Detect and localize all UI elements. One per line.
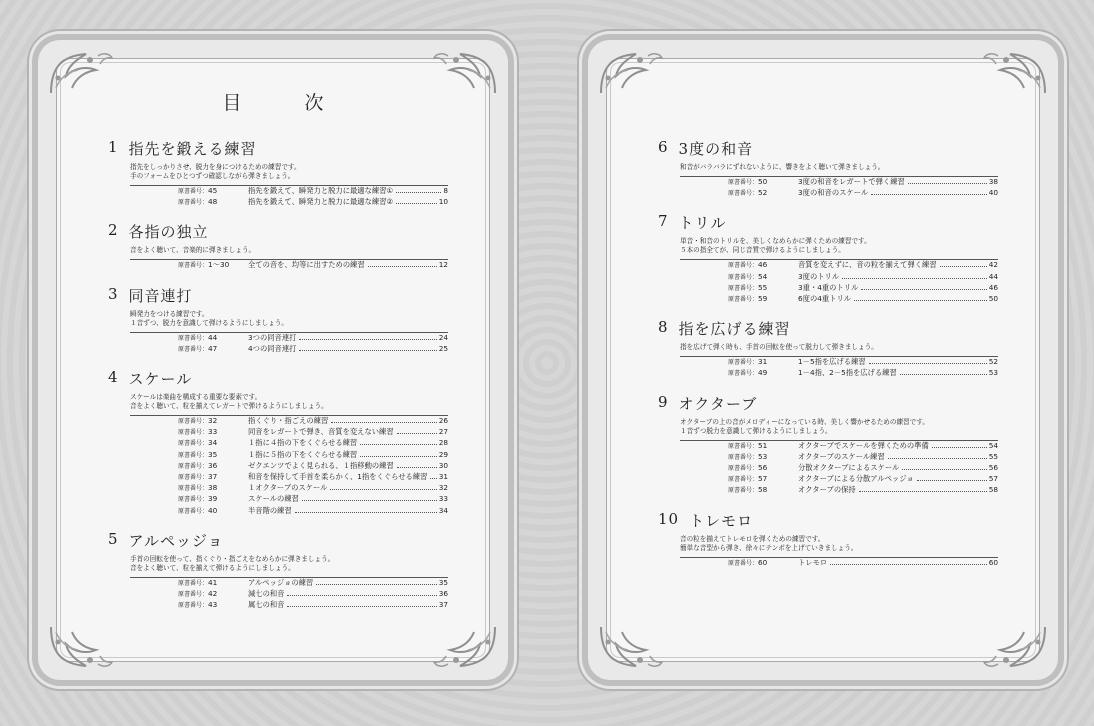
section-heading bbox=[658, 138, 998, 159]
entry-leader-dots bbox=[842, 278, 987, 279]
entry-page-number: 40 bbox=[988, 188, 998, 198]
entry-code-label: 原書番号： bbox=[178, 262, 209, 270]
section-title: トリル bbox=[678, 214, 727, 233]
section-title: トレモロ bbox=[689, 511, 754, 530]
section-heading bbox=[108, 138, 448, 159]
entry-leader-dots bbox=[360, 444, 436, 445]
entry-code-number: 35 bbox=[208, 449, 218, 459]
entry-leader-dots bbox=[908, 183, 987, 184]
section-title: スケール bbox=[128, 370, 193, 389]
toc-entry[interactable] bbox=[178, 483, 448, 494]
entry-title: 指先を鍛えて、瞬発力と脱力に最適な練習② bbox=[248, 197, 394, 207]
entry-page-number: 58 bbox=[988, 485, 998, 495]
entry-code bbox=[178, 506, 248, 517]
page-title: 目 次 bbox=[222, 92, 346, 114]
toc-entry[interactable] bbox=[178, 197, 448, 208]
entry-code bbox=[728, 357, 798, 368]
entry-code bbox=[728, 260, 798, 271]
entry-code-number: 58 bbox=[758, 485, 768, 495]
toc-entry[interactable] bbox=[178, 494, 448, 505]
section-title: 同音連打 bbox=[128, 286, 193, 305]
entry-leader-dots bbox=[859, 491, 987, 492]
entry-code-label: 原書番号： bbox=[728, 179, 759, 186]
entry-code-number: 49 bbox=[758, 368, 768, 378]
entry-page-number: 50 bbox=[988, 294, 998, 304]
entry-code-label: 原書番号： bbox=[178, 485, 209, 493]
entry-leader-dots bbox=[888, 458, 987, 459]
entry-code bbox=[728, 294, 798, 305]
toc-entry[interactable] bbox=[178, 461, 448, 472]
section-number: 8 bbox=[658, 318, 669, 337]
entry-title: 分散オクターブによるスケール bbox=[798, 463, 900, 473]
entry-title: 3度の和音をレガートで弾く練習 bbox=[798, 177, 905, 186]
entry-leader-dots bbox=[869, 363, 987, 364]
entry-title: 音質を変えずに、音の粒を揃えて弾く練習 bbox=[798, 260, 937, 270]
entry-code-label: 原書番号： bbox=[178, 345, 209, 353]
entry-page-number: 10 bbox=[438, 197, 448, 207]
toc-entry[interactable] bbox=[728, 260, 998, 271]
entry-title: アルペッジョの練習 bbox=[248, 577, 314, 587]
entry-page-number: 37 bbox=[438, 600, 448, 610]
entry-title: 3度の和音のスケール bbox=[798, 188, 869, 198]
entry-leader-dots bbox=[302, 500, 437, 501]
section-number: 7 bbox=[658, 212, 669, 231]
toc-entry[interactable] bbox=[728, 177, 998, 188]
toc-entry[interactable] bbox=[178, 438, 448, 449]
toc-entry[interactable] bbox=[728, 474, 998, 485]
toc-entry[interactable] bbox=[728, 283, 998, 294]
entry-leader-dots bbox=[397, 467, 437, 468]
entry-code-label: 原書番号： bbox=[178, 474, 209, 482]
entry-page-number: 32 bbox=[438, 483, 448, 493]
entry-page-number: 46 bbox=[988, 282, 998, 292]
entry-code bbox=[728, 485, 798, 496]
section-heading bbox=[108, 530, 448, 551]
entry-leader-dots bbox=[360, 456, 436, 457]
section-title: 指先を鍛える練習 bbox=[128, 140, 257, 158]
entry-code-number: 46 bbox=[758, 260, 768, 270]
entry-code-label: 原書番号： bbox=[728, 442, 759, 450]
section-description: スケールは楽曲を構成する重要な要素です。 音をよく聴いて、粒を揃えてレガートで弾けるようにしましょう。 bbox=[130, 393, 328, 411]
entry-code bbox=[178, 344, 248, 355]
entry-code bbox=[178, 197, 248, 208]
entry-title: 属七の和音 bbox=[248, 600, 285, 610]
toc-section bbox=[108, 368, 448, 517]
entry-title: １指に５指の下をくぐらせる練習 bbox=[248, 449, 358, 459]
entry-code-number: 59 bbox=[758, 294, 768, 304]
section-description: 瞬発力をつける練習です。 １音ずつ、脱力を意識して弾けるようにしましょう。 bbox=[130, 309, 288, 327]
toc-entry[interactable] bbox=[728, 441, 998, 452]
section-title: 各指の独立 bbox=[128, 223, 209, 242]
section-number: 3 bbox=[108, 284, 119, 303]
toc-entry[interactable] bbox=[728, 463, 998, 474]
entry-code-number: 51 bbox=[758, 440, 768, 450]
entry-page-number: 27 bbox=[438, 427, 448, 437]
entry-title: 1－5指を広げる練習 bbox=[798, 357, 866, 367]
toc-entry[interactable] bbox=[728, 368, 998, 379]
entry-page-number: 56 bbox=[988, 463, 998, 473]
entry-page-number: 44 bbox=[988, 271, 998, 281]
entry-code bbox=[728, 463, 798, 474]
entry-leader-dots bbox=[287, 595, 436, 596]
entry-title: １指に４指の下をくぐらせる練習 bbox=[248, 438, 358, 448]
entry-code-label: 原書番号： bbox=[728, 262, 759, 270]
section-title: 指を広げる練習 bbox=[678, 320, 791, 339]
entry-title: 6度の4重トリル bbox=[798, 294, 852, 304]
toc-entry[interactable] bbox=[728, 357, 998, 368]
toc-entry[interactable] bbox=[178, 506, 448, 517]
entry-leader-dots bbox=[295, 512, 437, 513]
entry-code bbox=[728, 177, 798, 188]
entry-code bbox=[178, 589, 248, 600]
toc-section bbox=[658, 138, 998, 199]
entry-code-label: 原書番号： bbox=[178, 188, 209, 195]
entry-leader-dots bbox=[299, 339, 436, 340]
entry-page-number: 36 bbox=[438, 589, 448, 599]
entry-code bbox=[178, 416, 248, 427]
entry-title: 指くぐり・指ごえの練習 bbox=[248, 416, 329, 426]
entry-code bbox=[728, 441, 798, 452]
entry-code-label: 原書番号： bbox=[728, 476, 759, 484]
entry-code-label: 原書番号： bbox=[178, 591, 209, 599]
entry-code-number: 43 bbox=[208, 600, 218, 610]
entry-code-label: 原書番号： bbox=[178, 507, 209, 515]
entry-code bbox=[728, 188, 798, 199]
entry-code-number: 31 bbox=[758, 357, 768, 367]
toc-section bbox=[108, 285, 448, 355]
section-title: 3度の和音 bbox=[678, 140, 754, 158]
entry-code-label: 原書番号： bbox=[178, 451, 209, 459]
entry-code bbox=[178, 260, 248, 271]
section-heading bbox=[108, 285, 448, 306]
section-heading bbox=[108, 221, 448, 242]
toc-entry[interactable] bbox=[178, 186, 448, 197]
entry-code bbox=[178, 186, 248, 197]
section-number: 6 bbox=[658, 138, 669, 156]
section-heading bbox=[658, 393, 998, 414]
entry-code-number: 42 bbox=[208, 589, 218, 599]
entry-code-label: 原書番号： bbox=[178, 418, 209, 426]
section-number: 4 bbox=[108, 368, 119, 387]
section-description: 和音がバラバラにずれないように、響きをよく聴いて弾きましょう。 bbox=[680, 163, 885, 171]
entry-code-number: 47 bbox=[208, 343, 218, 353]
entry-code-number: 39 bbox=[208, 494, 218, 504]
entry-page-number: 25 bbox=[438, 343, 448, 353]
ornament-corner-icon bbox=[980, 48, 1050, 98]
toc-entry[interactable] bbox=[178, 333, 448, 344]
entry-page-number: 26 bbox=[438, 416, 448, 426]
entry-title: オクターブによる分散アルペッジョ bbox=[798, 474, 914, 484]
section-description: 指を広げて弾く時も、手首の回転を使って脱力して弾きましょう。 bbox=[680, 343, 878, 352]
toc-entry[interactable] bbox=[178, 344, 448, 355]
toc-entry[interactable] bbox=[728, 188, 998, 199]
entry-code bbox=[178, 578, 248, 589]
entry-leader-dots bbox=[871, 194, 987, 195]
entry-code bbox=[178, 333, 248, 344]
entry-code-label: 原書番号： bbox=[728, 465, 759, 473]
entry-title: 3つの同音連打 bbox=[248, 332, 297, 342]
entry-code-label: 原書番号： bbox=[728, 284, 759, 292]
entry-leader-dots bbox=[396, 192, 441, 193]
entry-code bbox=[178, 600, 248, 611]
entry-title: 和音を保持して手首を柔らかく、1指をくぐらせる練習 bbox=[248, 472, 428, 482]
entry-code-label: 原書番号： bbox=[178, 496, 209, 504]
entry-page-number: 31 bbox=[438, 472, 448, 482]
toc-section bbox=[108, 221, 448, 271]
entry-leader-dots bbox=[861, 289, 986, 290]
section-heading bbox=[108, 368, 448, 389]
entry-code-number: 60 bbox=[758, 557, 768, 567]
entry-code-number: 56 bbox=[758, 463, 768, 473]
section-description: 音の粒を揃えてトレモロを弾くための練習です。 簡単な音型から弾き、徐々にテンポを上げていきましょう。 bbox=[680, 534, 858, 552]
entry-title: 4つの同音連打 bbox=[248, 343, 297, 353]
entry-leader-dots bbox=[917, 480, 987, 481]
entry-code-number: 55 bbox=[758, 282, 768, 292]
entry-page-number: 33 bbox=[438, 494, 448, 504]
entry-code-label: 原書番号： bbox=[178, 199, 209, 207]
toc-entry[interactable] bbox=[728, 558, 998, 569]
toc-left-column bbox=[108, 138, 448, 624]
entry-leader-dots bbox=[316, 584, 436, 585]
entry-title: 全ての音を、均等に出すための練習 bbox=[248, 260, 365, 270]
entry-title: 指先を鍛えて、瞬発力と脱力に最適な練習① bbox=[248, 186, 394, 195]
entry-title: １オクターブのスケール bbox=[248, 483, 328, 493]
section-number: 9 bbox=[658, 392, 669, 411]
entry-page-number: 24 bbox=[438, 332, 448, 342]
entry-title: 半音階の練習 bbox=[248, 505, 292, 515]
toc-entry[interactable] bbox=[178, 450, 448, 461]
entry-code-number: 54 bbox=[758, 271, 768, 281]
entry-code-label: 原書番号： bbox=[728, 273, 759, 281]
entry-code-number: 50 bbox=[758, 177, 768, 186]
entry-page-number: 52 bbox=[988, 357, 998, 367]
entry-code-label: 原書番号： bbox=[728, 487, 759, 495]
entry-code-number: 44 bbox=[208, 332, 218, 342]
ornament-corner-icon bbox=[596, 622, 666, 672]
toc-right-column bbox=[658, 138, 998, 582]
entry-title: オクターブの保持 bbox=[798, 485, 856, 495]
entry-leader-dots bbox=[397, 433, 437, 434]
section-heading bbox=[658, 510, 998, 531]
entry-code-label: 原書番号： bbox=[178, 602, 209, 610]
entry-code-number: 45 bbox=[208, 186, 218, 195]
entry-code-number: 34 bbox=[208, 438, 218, 448]
entry-page-number: 28 bbox=[438, 438, 448, 448]
entry-page-number: 55 bbox=[988, 451, 998, 461]
entry-leader-dots bbox=[900, 374, 987, 375]
entry-code bbox=[728, 474, 798, 485]
entry-code-label: 原書番号： bbox=[728, 359, 759, 367]
entry-code bbox=[178, 494, 248, 505]
entry-leader-dots bbox=[368, 266, 437, 267]
section-heading bbox=[658, 318, 998, 339]
section-title: アルペッジョ bbox=[128, 531, 224, 550]
entry-title: オクターブのスケール練習 bbox=[798, 451, 885, 461]
entry-code-number: 40 bbox=[208, 505, 218, 515]
ornament-corner-icon bbox=[980, 622, 1050, 672]
toc-entry[interactable] bbox=[178, 578, 448, 589]
section-title: オクターブ bbox=[678, 394, 758, 413]
entry-page-number: 35 bbox=[438, 577, 448, 587]
entry-code bbox=[728, 368, 798, 379]
entry-code bbox=[728, 272, 798, 283]
entry-leader-dots bbox=[940, 266, 987, 267]
entry-code-label: 原書番号： bbox=[728, 190, 759, 198]
entry-leader-dots bbox=[830, 564, 987, 565]
toc-section bbox=[108, 530, 448, 612]
section-number: 10 bbox=[658, 509, 680, 528]
entry-leader-dots bbox=[430, 478, 436, 479]
toc-section bbox=[658, 318, 998, 379]
entry-title: オクターブでスケールを弾くための準備 bbox=[798, 440, 929, 450]
entry-code-number: 1～30 bbox=[208, 260, 230, 270]
entry-leader-dots bbox=[854, 300, 987, 301]
entry-page-number: 42 bbox=[988, 260, 998, 270]
entry-title: 減七の和音 bbox=[248, 589, 285, 599]
entry-code bbox=[178, 461, 248, 472]
entry-code-label: 原書番号： bbox=[178, 579, 209, 587]
entry-code-number: 36 bbox=[208, 460, 218, 470]
entry-page-number: 53 bbox=[988, 368, 998, 378]
section-heading bbox=[658, 212, 998, 233]
entry-page-number: 8 bbox=[443, 186, 448, 195]
entry-title: ゼクエンツでよく見られる、１指移動の練習 bbox=[248, 460, 394, 470]
entry-code-label: 原書番号： bbox=[178, 440, 209, 448]
entry-code bbox=[178, 450, 248, 461]
toc-section bbox=[658, 510, 998, 569]
entry-code bbox=[178, 427, 248, 438]
entry-code-number: 52 bbox=[758, 188, 768, 198]
entry-code-label: 原書番号： bbox=[728, 370, 759, 378]
entry-leader-dots bbox=[396, 203, 437, 204]
entry-page-number: 60 bbox=[988, 557, 998, 567]
toc-entry[interactable] bbox=[178, 589, 448, 600]
entry-page-number: 30 bbox=[438, 460, 448, 470]
entry-title: トレモロ bbox=[798, 557, 828, 567]
toc-entry[interactable] bbox=[178, 416, 448, 427]
entry-page-number: 54 bbox=[988, 440, 998, 450]
entry-page-number: 57 bbox=[988, 474, 998, 484]
section-description: 単音・和音のトリルを、美しくなめらかに弾くための練習です。 ５本の指全てが、同じ音質で弾けるようにしましょう。 bbox=[680, 237, 871, 255]
entry-leader-dots bbox=[287, 606, 436, 607]
toc-section bbox=[658, 212, 998, 305]
toc-entry[interactable] bbox=[728, 452, 998, 463]
entry-code-label: 原書番号： bbox=[728, 296, 759, 304]
entry-code-label: 原書番号： bbox=[178, 429, 209, 437]
entry-title: 同音をレガートで弾き、音質を変えない練習 bbox=[248, 427, 394, 437]
left-page bbox=[38, 40, 508, 680]
section-number: 5 bbox=[108, 529, 119, 548]
toc-section bbox=[108, 138, 448, 208]
entry-page-number: 29 bbox=[438, 449, 448, 459]
entry-leader-dots bbox=[330, 489, 436, 490]
ornament-corner-icon bbox=[430, 622, 500, 672]
section-description: 指先をしっかりさせ、脱力を身につけるための練習です。 手のフォームをひとつずつ確認しながら弾きましょう。 bbox=[130, 163, 301, 180]
section-description: オクターブの上の音がメロディーになっている時、美しく響かせるための練習です。 １音ずつ脱力を意識して弾けるようにしましょう。 bbox=[680, 417, 929, 435]
right-page bbox=[588, 40, 1058, 680]
section-number: 2 bbox=[108, 221, 119, 240]
entry-code-number: 53 bbox=[758, 451, 768, 461]
entry-page-number: 12 bbox=[438, 260, 448, 270]
toc-entry[interactable] bbox=[178, 600, 448, 611]
entry-leader-dots bbox=[299, 350, 436, 351]
entry-title: 3度のトリル bbox=[798, 271, 840, 281]
toc-entry[interactable] bbox=[728, 272, 998, 283]
section-number: 1 bbox=[108, 138, 119, 156]
entry-title: 3重・4重のトリル bbox=[798, 282, 859, 292]
entry-leader-dots bbox=[932, 447, 987, 448]
entry-code-label: 原書番号： bbox=[728, 453, 759, 461]
entry-code bbox=[728, 283, 798, 294]
toc-entry[interactable] bbox=[728, 294, 998, 305]
entry-code bbox=[178, 472, 248, 483]
entry-code bbox=[728, 558, 798, 569]
entry-code-number: 32 bbox=[208, 416, 218, 426]
toc-entry[interactable] bbox=[728, 485, 998, 496]
section-description: 手首の回転を使って、指くぐり・指ごえをなめらかに弾きましょう。 音をよく聴いて、粒を揃えて弾けるようにしましょう。 bbox=[130, 554, 335, 572]
toc-section bbox=[658, 393, 998, 497]
entry-title: スケールの練習 bbox=[248, 494, 299, 504]
entry-code-number: 48 bbox=[208, 197, 218, 207]
entry-code bbox=[728, 452, 798, 463]
entry-code bbox=[178, 438, 248, 449]
entry-page-number: 38 bbox=[988, 177, 998, 186]
toc-entry[interactable] bbox=[178, 472, 448, 483]
entry-title: 1－4指、2－5指を広げる練習 bbox=[798, 368, 897, 378]
ornament-corner-icon bbox=[596, 48, 666, 98]
toc-entry[interactable] bbox=[178, 260, 448, 271]
section-description: 音をよく聴いて、音楽的に弾きましょう。 bbox=[130, 246, 256, 255]
toc-entry[interactable] bbox=[178, 427, 448, 438]
entry-leader-dots bbox=[331, 422, 436, 423]
entry-code-number: 33 bbox=[208, 427, 218, 437]
entry-code bbox=[178, 483, 248, 494]
entry-code-number: 38 bbox=[208, 483, 218, 493]
entry-code-label: 原書番号： bbox=[728, 559, 759, 567]
entry-code-number: 57 bbox=[758, 474, 768, 484]
ornament-corner-icon bbox=[46, 622, 116, 672]
entry-leader-dots bbox=[902, 469, 986, 470]
entry-code-label: 原書番号： bbox=[178, 334, 209, 342]
entry-code-label: 原書番号： bbox=[178, 462, 209, 470]
entry-page-number: 34 bbox=[438, 505, 448, 515]
entry-code-number: 37 bbox=[208, 472, 218, 482]
entry-code-number: 41 bbox=[208, 577, 218, 587]
